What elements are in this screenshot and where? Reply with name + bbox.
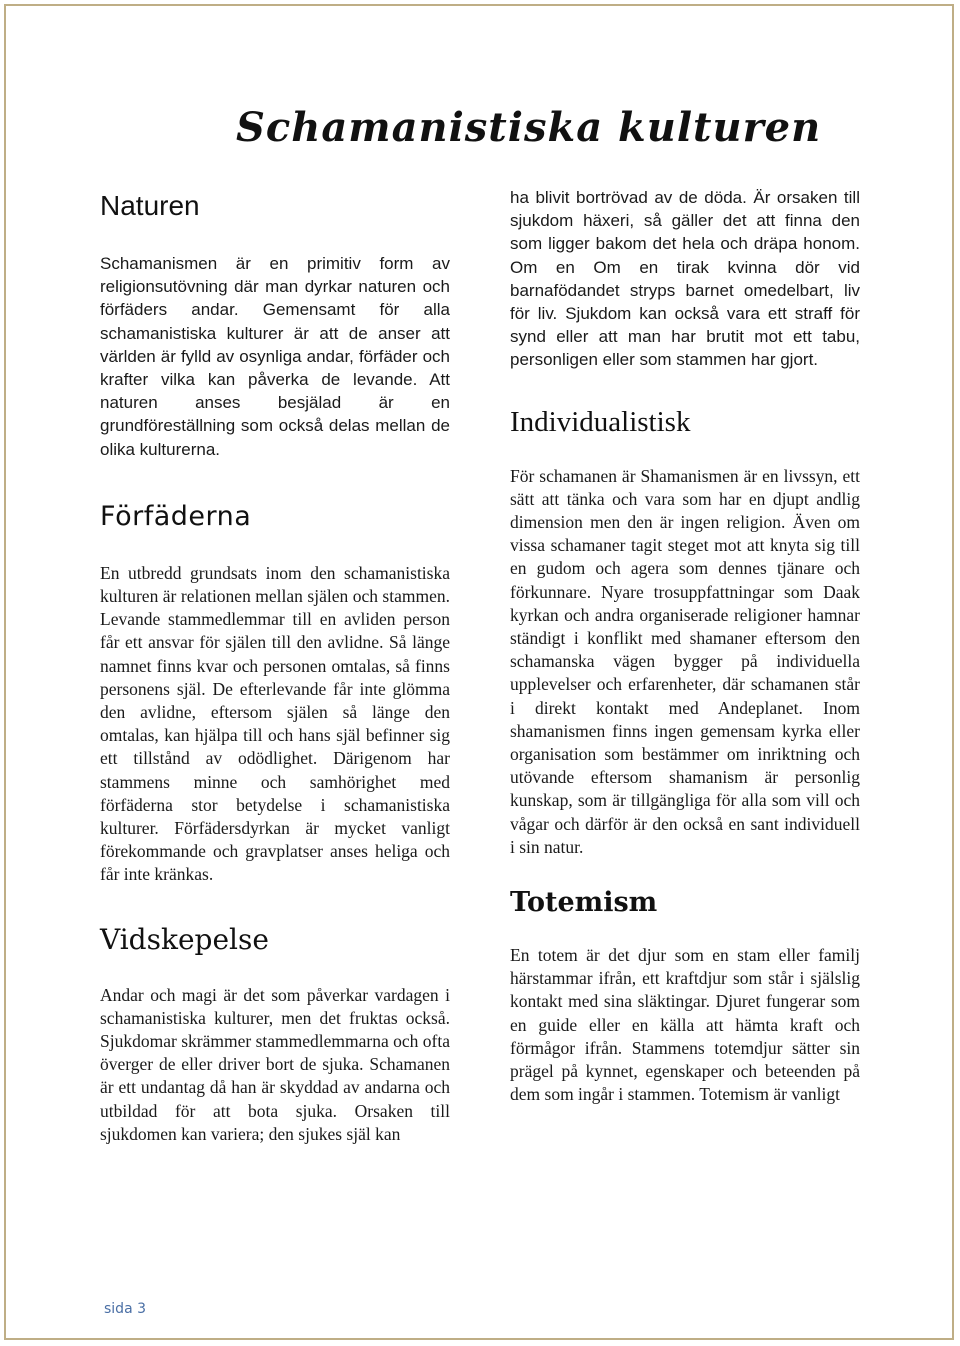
heading-naturen: Naturen bbox=[100, 190, 200, 221]
paragraph-continuation: ha blivit bortrövad av de döda. Är orsaken till sjukdom häxeri, så gäller det att finna den som ligger bakom det hela och dräpa honom. Om en Om en tirak kvinna dör vid barnafödandet stryps barnet omedelbart, liv för liv. Sjukdom kan också vara ett straff för synd eller att man har brutit mot ett tabu, personligen eller som stammen har gjort. bbox=[510, 188, 860, 370]
heading-individualistisk: Individualistisk bbox=[510, 405, 691, 438]
right-column bbox=[510, 186, 860, 1107]
page-title: Schamanistiska kulturen bbox=[236, 104, 822, 151]
heading-vidskepelse: Vidskepelse bbox=[100, 922, 269, 956]
left-column bbox=[100, 186, 450, 1146]
paragraph-individualistisk: För schamanen är Shamanismen är en livssyn, ett sätt att tänka och vara som har en djupt andlig dimension men den är ingen religion. Även om vissa schamaner tagit steget mot att knyta sig till en gudom och agera som dennes tjänare och förkunnare. Nyare trosuppfattningar som Daak kyrkan och andra organiserade religioner hamnar ständigt i konflikt med shamaner eftersom den schamanska vägen bygger på individuella upplevelser och erfarenheter, där schamanen står i direkt kontakt med Andeplanet. Inom shamanismen finns ingen gemensam kyrka eller organisation som bestämmer om inriktning och utövande eftersom shamanism är personlig kunskap, som är tillgängliga för alla som vill och vågar och därför är den också en sant individuell i sin natur. bbox=[510, 465, 860, 857]
paragraph-naturen: Schamanismen är en primitiv form av religionsutövning där man dyrkar naturen och förfäders andar. Gemensamt för alla schamanistiska kulturer är att de anser att världen är fylld av osynliga andar, förfäder och krafter vilka kan påverka de levande. Att naturen anses besjälad är en grundföreställning som också delas mellan de olika kulturerna. bbox=[100, 254, 450, 459]
paragraph-vidskepelse: Andar och magi är det som påverkar vardagen i schamanistiska kulturer, men det fruktas också. Sjukdomar skrämmer stammedlemmarna och ofta överger de eller driver bort de sjuka. Schamanen är ett undantag då han är skyddad av andarna och utbildad för att bota sjuka. Orsaken till sjukdomen kan variera; den sjukes själ kan bbox=[100, 984, 450, 1144]
paragraph-totemism: En totem är det djur som en stam eller familj härstammar ifrån, ett kraftdjur som står i själslig kontakt med sina släktingar. Djuret fungerar som en guide eller en källa att hämta kraft och förmågor ifrån. Stammens totemdjur sätter sin prägel på kynnet, egenskaper och beteenden på dem som ingår i stammen. Totemism är vanligt bbox=[510, 945, 860, 1105]
heading-totemism: Totemism bbox=[510, 887, 658, 919]
heading-forfaderna: Förfäderna bbox=[100, 500, 252, 532]
paragraph-forfaderna: En utbredd grundsats inom den schamanistiska kulturen är relationen mellan själen och stammen. Levande stammedlemmar till en avliden person får ett ansvar för själen till den avlidne. Så länge namnet finns kvar och personen omtalas, så finns personens själ. De efterlevande får inte glömma den avlidne, eftersom själen så länge den omtalas, kan hjälpa till och hans själ befinner sig ett tillstånd av odödlighet. Därigenom har stammens minne och samhörighet med förfäderna stor betydelse i schamanistiska kulturer. Förfädersdyrkan är mycket vanligt förekommande och gravplatser anses heliga och får inte kränkas. bbox=[100, 562, 450, 885]
page-number: sida 3 bbox=[104, 1301, 147, 1317]
